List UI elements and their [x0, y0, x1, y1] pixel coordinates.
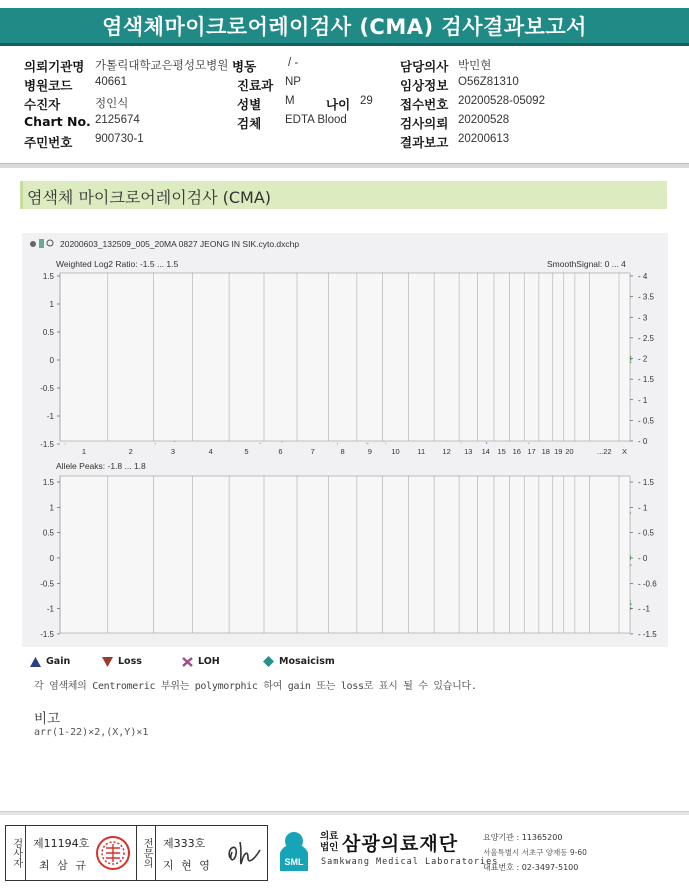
- status-icon: [30, 241, 36, 247]
- specimen-label: 검체: [237, 116, 262, 131]
- chart-value: 2125674: [95, 114, 140, 126]
- chromosome-label: 6: [278, 447, 283, 456]
- top-right-tick: - 0: [638, 437, 648, 446]
- section-title: 염색체 마이크로어레이검사 (CMA): [20, 181, 667, 209]
- sex-label: 성별: [237, 97, 262, 112]
- top-right-tick: - 1: [638, 395, 648, 405]
- legend-loh: [182, 656, 220, 667]
- chromosome-label: 12: [442, 447, 451, 456]
- battery-icon: [39, 239, 44, 248]
- chromosome-label: 13: [464, 447, 473, 456]
- chromosome-label: 7: [310, 447, 315, 456]
- legend-gain: [30, 656, 70, 667]
- examiner-name: 최 삼 규: [39, 859, 88, 872]
- legend-loh-label: LOH: [198, 656, 220, 667]
- legend-mosaicism: [263, 656, 335, 667]
- chromosome-label: 9: [367, 447, 372, 456]
- examiner-seal-icon: [94, 834, 132, 872]
- bottom-right-tick: - -1.5: [638, 629, 657, 639]
- male-icon: [47, 240, 53, 246]
- mosaicism-diamond-icon: [263, 656, 274, 667]
- divider: [0, 163, 689, 168]
- legend-gain-label: Gain: [46, 656, 71, 667]
- examiner-label-text: 검사자: [10, 838, 22, 868]
- id-label: 주민번호: [24, 135, 73, 150]
- request-value: 20200528: [458, 114, 510, 126]
- doctor-value: 박민현: [458, 60, 492, 72]
- chromosome-label: 10: [391, 447, 400, 456]
- top-right-tick: - 4: [638, 272, 648, 281]
- bottom-left-tick: -1: [46, 604, 54, 614]
- loss-triangle-icon: [102, 657, 113, 667]
- signature-box: [5, 825, 268, 881]
- plot-file-name: 20200603_132509_005_20MA 0827 JEONG IN SIK.cyto.dxchp: [60, 239, 300, 249]
- centromere-note: 각 염색체의 Centromeric 부위는 polymorphic 하여 gain 또는 loss로 표시 될 수 있습니다.: [34, 681, 477, 692]
- chromosome-label: 4: [208, 447, 213, 456]
- lab-english-name: Samkwang Medical Laboratories: [321, 857, 499, 867]
- top-left-tick: -1: [46, 412, 54, 421]
- reg-no-label: 접수번호: [400, 97, 449, 112]
- chromosome-label: 17: [527, 447, 536, 456]
- doctor-label: 담당의사: [400, 59, 449, 74]
- lab-prefix: 의료법인: [320, 831, 339, 853]
- specimen-value: EDTA Blood: [285, 114, 347, 126]
- dept-value: NP: [285, 76, 301, 88]
- sex-value: M: [285, 95, 295, 107]
- chromosome-label: 3: [170, 447, 176, 456]
- institution-value: 가톨릭대학교은평성모병원: [95, 60, 229, 72]
- specialist-label: [136, 826, 156, 880]
- bottom-right-tick: - -1: [638, 604, 650, 614]
- chromosome-label: 19: [554, 447, 563, 456]
- chromosome-label: 11: [417, 447, 426, 456]
- specialist-name: 지 현 영: [163, 859, 212, 872]
- reg-no-value: 20200528-05092: [458, 95, 545, 107]
- top-left-tick: -1.5: [40, 440, 54, 449]
- chromosome-label: 16: [512, 447, 521, 456]
- chromosome-label: ...22: [597, 447, 612, 456]
- examiner-no: 제11194호: [33, 837, 90, 850]
- footer-divider: [0, 811, 689, 815]
- chromosome-label: 14: [481, 447, 490, 456]
- specialist-no: 제333호: [163, 837, 206, 850]
- clinical-label: 임상정보: [400, 78, 449, 93]
- chromosome-label: 20: [565, 447, 574, 456]
- bottom-left-tick: 0: [49, 553, 54, 563]
- cma-plot: [22, 233, 668, 647]
- top-left-tick: 0: [49, 356, 54, 365]
- patient-info: [0, 50, 689, 162]
- top-right-tick: - 3.5: [638, 292, 655, 302]
- bottom-right-tick: - 1.5: [638, 478, 655, 487]
- top-right-tick: - 0.5: [638, 416, 655, 426]
- plot-axes: [40, 272, 657, 639]
- bottom-left-tick: 1: [49, 503, 54, 513]
- top-right-tick: - 1.5: [638, 375, 655, 385]
- bottom-left-tick: 0.5: [42, 528, 54, 538]
- top-plot-right-title: SmoothSignal: 0 ... 4: [547, 259, 626, 269]
- top-plot-title: Weighted Log2 Ratio: -1.5 ... 1.5: [56, 259, 179, 269]
- loh-x-icon: [182, 657, 193, 667]
- top-left-tick: 0.5: [42, 328, 54, 337]
- chromosome-label: 18: [541, 447, 550, 456]
- sml-logo-text: SML: [284, 857, 304, 867]
- bottom-right-tick: - 1: [638, 503, 648, 513]
- sml-logo-icon: [272, 827, 316, 877]
- id-value: 900730-1: [95, 133, 144, 145]
- top-left-tick: 1: [49, 300, 54, 309]
- plot-header: [30, 239, 299, 249]
- remark-text: arr(1-22)×2,(X,Y)×1: [34, 727, 149, 738]
- specialist-label-text: 전문의: [141, 838, 153, 868]
- chromosome-label: 8: [340, 447, 345, 456]
- ward-value: / -: [288, 57, 299, 69]
- name-value: 정인식: [95, 98, 129, 110]
- dept-label: 진료과: [237, 78, 274, 93]
- clinical-value: O56Z81310: [458, 76, 519, 88]
- request-label: 검사의뢰: [400, 116, 449, 131]
- specialist-signature-icon: [224, 838, 264, 870]
- bottom-right-tick: - 0: [638, 553, 648, 563]
- bottom-plot-title: Allele Peaks: -1.8 ... 1.8: [56, 461, 146, 471]
- lab-name: 삼광의료재단: [342, 833, 459, 855]
- examiner-label: [6, 826, 26, 880]
- top-right-tick: - 2: [638, 354, 648, 364]
- top-left-tick: -0.5: [40, 384, 54, 393]
- hospital-code-value: 40661: [95, 76, 127, 88]
- chart-label: Chart No.: [24, 114, 91, 129]
- chromosome-label: X: [621, 447, 628, 456]
- ward-label: 병동: [232, 59, 257, 74]
- chromosome-label: 15: [497, 447, 506, 456]
- chromosome-label: 1: [81, 447, 86, 456]
- bottom-right-tick: - 0.5: [638, 528, 655, 538]
- bottom-right-tick: - -0.6: [638, 579, 657, 589]
- bottom-left-tick: -1.5: [40, 629, 54, 639]
- institution-label: 의뢰기관명: [24, 59, 85, 74]
- lab-tel: 대표번호 : 02-3497-5100: [483, 863, 579, 872]
- age-label: 나이: [326, 97, 351, 112]
- lab-block: [270, 825, 689, 881]
- report-date-label: 결과보고: [400, 135, 449, 150]
- chromosome-label: 5: [244, 447, 249, 456]
- bottom-left-tick: 1.5: [42, 478, 54, 487]
- chromosome-label: 2: [128, 447, 133, 456]
- legend-loss-label: Loss: [118, 656, 142, 667]
- report-date-value: 20200613: [458, 133, 510, 145]
- report-title: 염색체마이크로어레이검사 (CMA) 검사결과보고서: [0, 8, 689, 46]
- lab-code: 요양기관 : 11365200: [483, 833, 563, 842]
- hospital-code-label: 병원코드: [24, 78, 73, 93]
- lab-address: 서울특별시 서초구 양재동 9-60: [483, 848, 587, 857]
- gain-triangle-icon: [30, 657, 41, 667]
- age-value: 29: [360, 95, 373, 107]
- legend-mosaicism-label: Mosaicism: [279, 656, 335, 667]
- top-left-tick: 1.5: [42, 272, 54, 281]
- name-label: 수진자: [24, 97, 61, 112]
- top-right-tick: - 2.5: [638, 333, 655, 343]
- top-right-tick: - 3: [638, 313, 648, 323]
- cma-plot-svg: [22, 233, 668, 647]
- legend-loss: [102, 656, 142, 667]
- remark-title: 비고: [34, 711, 61, 727]
- bottom-left-tick: -0.5: [40, 579, 54, 589]
